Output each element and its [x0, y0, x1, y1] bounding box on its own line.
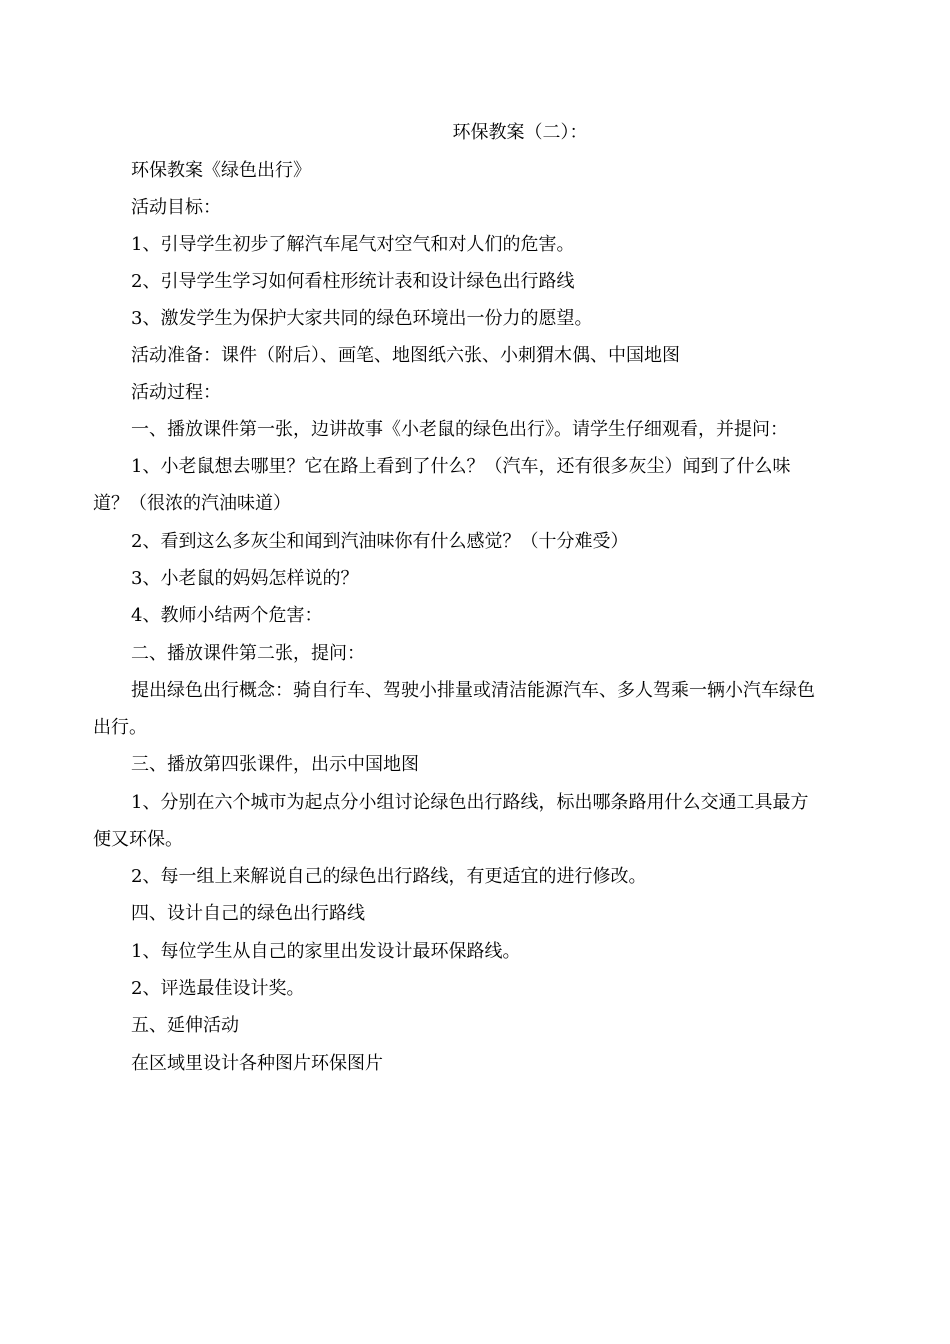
- step-4-item-2: 2、评选最佳设计奖。: [131, 978, 305, 999]
- step-1-item-1-continued: 道？（很浓的汽油味道）: [93, 493, 291, 514]
- step-1-item-3: 3、小老鼠的妈妈怎样说的？: [131, 568, 359, 589]
- section-heading-goals: 活动目标：: [131, 197, 221, 218]
- preparation-text: 活动准备：课件（附后）、画笔、地图纸六张、小刺猬木偶、中国地图: [131, 345, 680, 366]
- goal-item-1: 1、引导学生初步了解汽车尾气对空气和对人们的危害。: [131, 234, 575, 255]
- step-4-heading: 四、设计自己的绿色出行路线: [131, 903, 365, 924]
- goal-item-3: 3、激发学生为保护大家共同的绿色环境出一份力的愿望。: [131, 308, 593, 329]
- step-5-heading: 五、延伸活动: [131, 1015, 239, 1036]
- step-1-item-1: 1、小老鼠想去哪里？它在路上看到了什么？（汽车，还有很多灰尘）闻到了什么味: [131, 456, 791, 477]
- step-3-item-1-continued: 便又环保。: [93, 829, 183, 850]
- step-3-item-1: 1、分别在六个城市为起点分小组讨论绿色出行路线，标出哪条路用什么交通工具最方: [131, 792, 809, 813]
- step-1-item-2: 2、看到这么多灰尘和闻到汽油味你有什么感觉？（十分难受）: [131, 531, 629, 552]
- document-title: 环保教案（二）：: [452, 122, 588, 143]
- step-4-item-1: 1、每位学生从自己的家里出发设计最环保路线。: [131, 941, 521, 962]
- step-2-concept-continued: 出行。: [93, 717, 147, 738]
- step-3-heading: 三、播放第四张课件，出示中国地图: [131, 754, 419, 775]
- section-heading-process: 活动过程：: [131, 382, 221, 403]
- step-2-concept: 提出绿色出行概念：骑自行车、驾驶小排量或清洁能源汽车、多人驾乘一辆小汽车绿色: [131, 680, 815, 701]
- lesson-name: 环保教案《绿色出行》: [131, 160, 311, 181]
- step-1-heading: 一、播放课件第一张，边讲故事《小老鼠的绿色出行》。请学生仔细观看，并提问：: [131, 419, 788, 440]
- step-1-item-4: 4、教师小结两个危害：: [131, 605, 323, 626]
- step-2-heading: 二、播放课件第二张，提问：: [131, 643, 365, 664]
- step-5-item: 在区域里设计各种图片环保图片: [131, 1053, 383, 1074]
- step-3-item-2: 2、每一组上来解说自己的绿色出行路线，有更适宜的进行修改。: [131, 866, 647, 887]
- goal-item-2: 2、引导学生学习如何看柱形统计表和设计绿色出行路线: [131, 271, 575, 292]
